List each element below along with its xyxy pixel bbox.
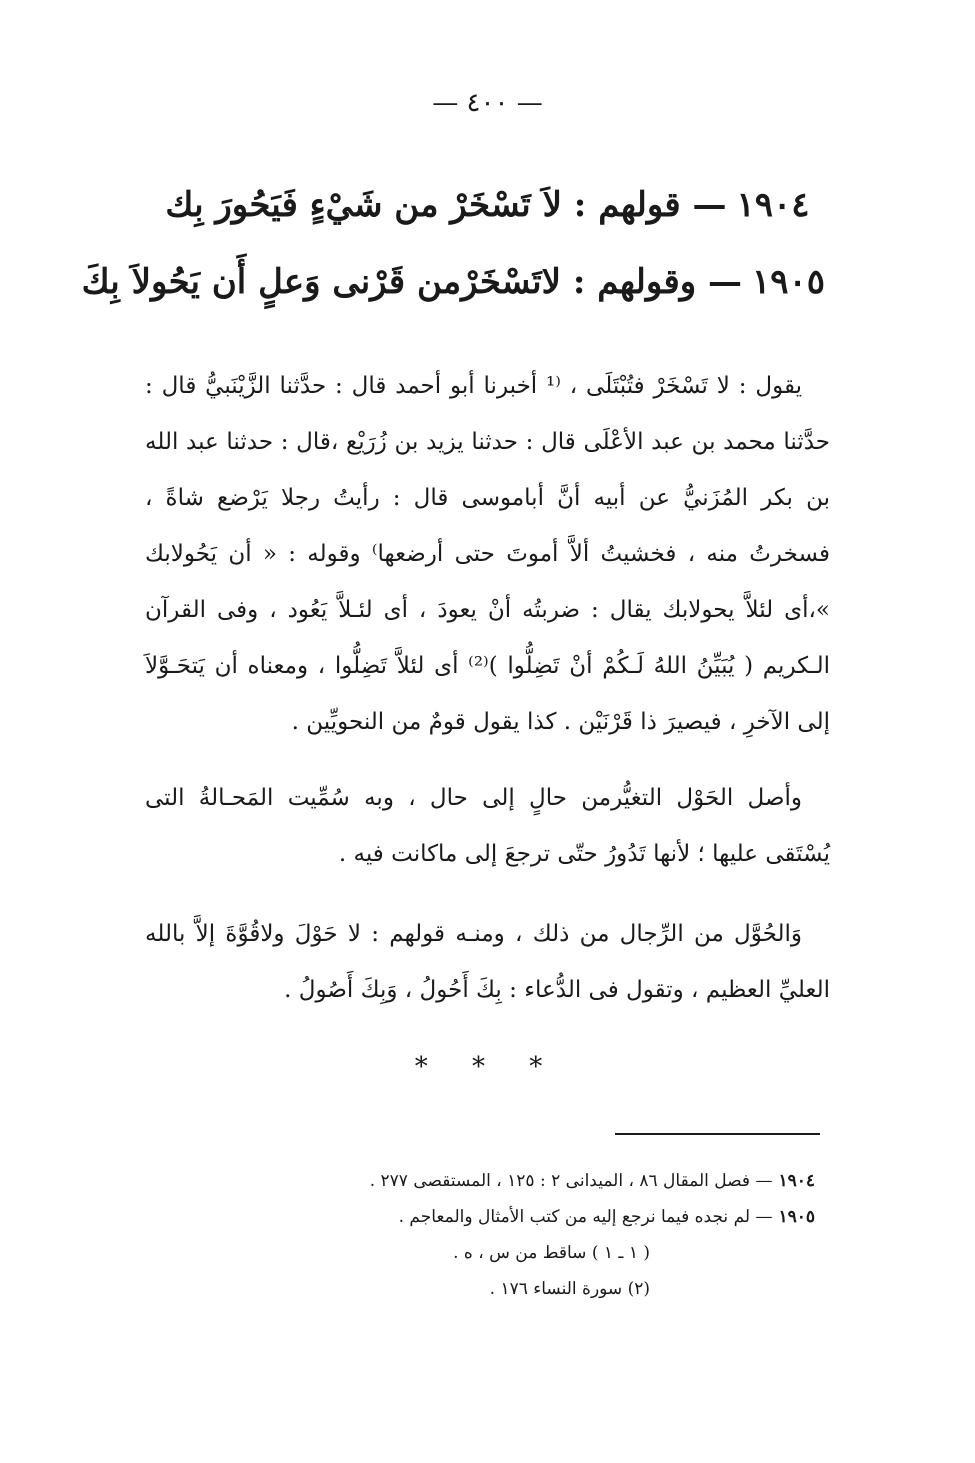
footnote-2: [160, 1271, 815, 1307]
paragraph-text: وَالحُوَّل من الرِّجال من ذلك ، ومنـه قولهم : لا حَوْلَ ولاقُوَّةَ إلاَّ بالله العليِّ العظيم ، وتقول فى الدُّعاء : بِكَ أَحُولُ ، وَبِكَ أَصُولُ .: [145, 921, 830, 1003]
footnote-text: — فصل المقال ٨٦ ، الميدانى ٢ : ١٢٥ ، المستقصى ٢٧٧ .: [369, 1171, 773, 1191]
footnote-1905: [160, 1199, 815, 1235]
footnote-1: [160, 1235, 815, 1271]
heading-number: ١٩٠٥: [751, 262, 825, 302]
body-paragraph-1: [145, 358, 830, 750]
footnote-1904: [160, 1163, 815, 1199]
footnote-text: ( ١ ـ ١ ) ساقط من س ، ه .: [453, 1243, 650, 1263]
footnote-number: ١٩٠٥: [778, 1207, 815, 1227]
proverb-heading-1905: [81, 262, 825, 302]
page-number: — ٤٠٠ —: [432, 88, 543, 118]
body-paragraph-3: [145, 906, 830, 1018]
footnotes: [160, 1163, 815, 1307]
section-separator: * * *: [414, 1052, 561, 1082]
proverb-heading-1904: [150, 185, 825, 225]
heading-text: — وقولهم : لاتَسْخَرْمن قَرْنى وَعلٍ أَن يَحُولاَ بِكَ: [81, 262, 742, 302]
footnote-text: — لم نجده فيما نرجع إليه من كتب الأمثال والمعاجم .: [398, 1207, 773, 1227]
heading-number: ١٩٠٤: [736, 185, 810, 225]
footnote-divider: [615, 1133, 820, 1135]
body-paragraph-2: [145, 770, 830, 882]
paragraph-text: وأصل الحَوْل التغيُّرمن حالٍ إلى حال ، وبه سُمِّيت المَحـالةُ التى يُسْتَقى عليها ؛ لأنها تَدُورُ حتّى ترجعَ إلى ماكانت فيه .: [145, 785, 830, 867]
paragraph-text: يقول : لا تَسْخَرْ فتُبْتَلَى ، ⁽¹ أخبرنا أبو أحمد قال : حدَّثنا الزَّيْنَبيُّ قال : حدَّثنا محمد بن عبد الأعْلَى قال : حدثنا يزيد بن زُرَيْع ،قال : حدثنا عبد الله بن بكر المُزَنيُّ عن أبيه أنَّ أباموسى قال : رأيتُ رجلا يَرْضع شاةً ، فسخرتُ منه ، فخشيتُ ألاَّ أموتَ حتى أرضعها⁾ وقوله : « أن يَحُولابك »،أى لئلاَّ يحولابك يقال : ضربتُه أنْ يعودَ ، أى لئـلاَّ يَعُود ، وفى القرآن الـكريم ( يُبَيِّنُ اللهُ لَـكُمْ أنْ تَضِلُّوا )⁽²⁾ أى لئلاَّ تَضِلُّوا ، ومعناه أن يَتحَـوَّلاَ إلى الآخرِ ، فيصيرَ ذا قَرْنَيْن . كذا يقول قومٌ من النحويِّين .: [145, 373, 830, 735]
footnote-number: ١٩٠٤: [778, 1171, 815, 1191]
heading-text: — قولهم : لاَ تَسْخَرْ من شَيْءٍ فَيَحُورَ بِك: [165, 185, 727, 225]
footnote-text: (٢) سورة النساء ١٧٦ .: [489, 1279, 650, 1299]
